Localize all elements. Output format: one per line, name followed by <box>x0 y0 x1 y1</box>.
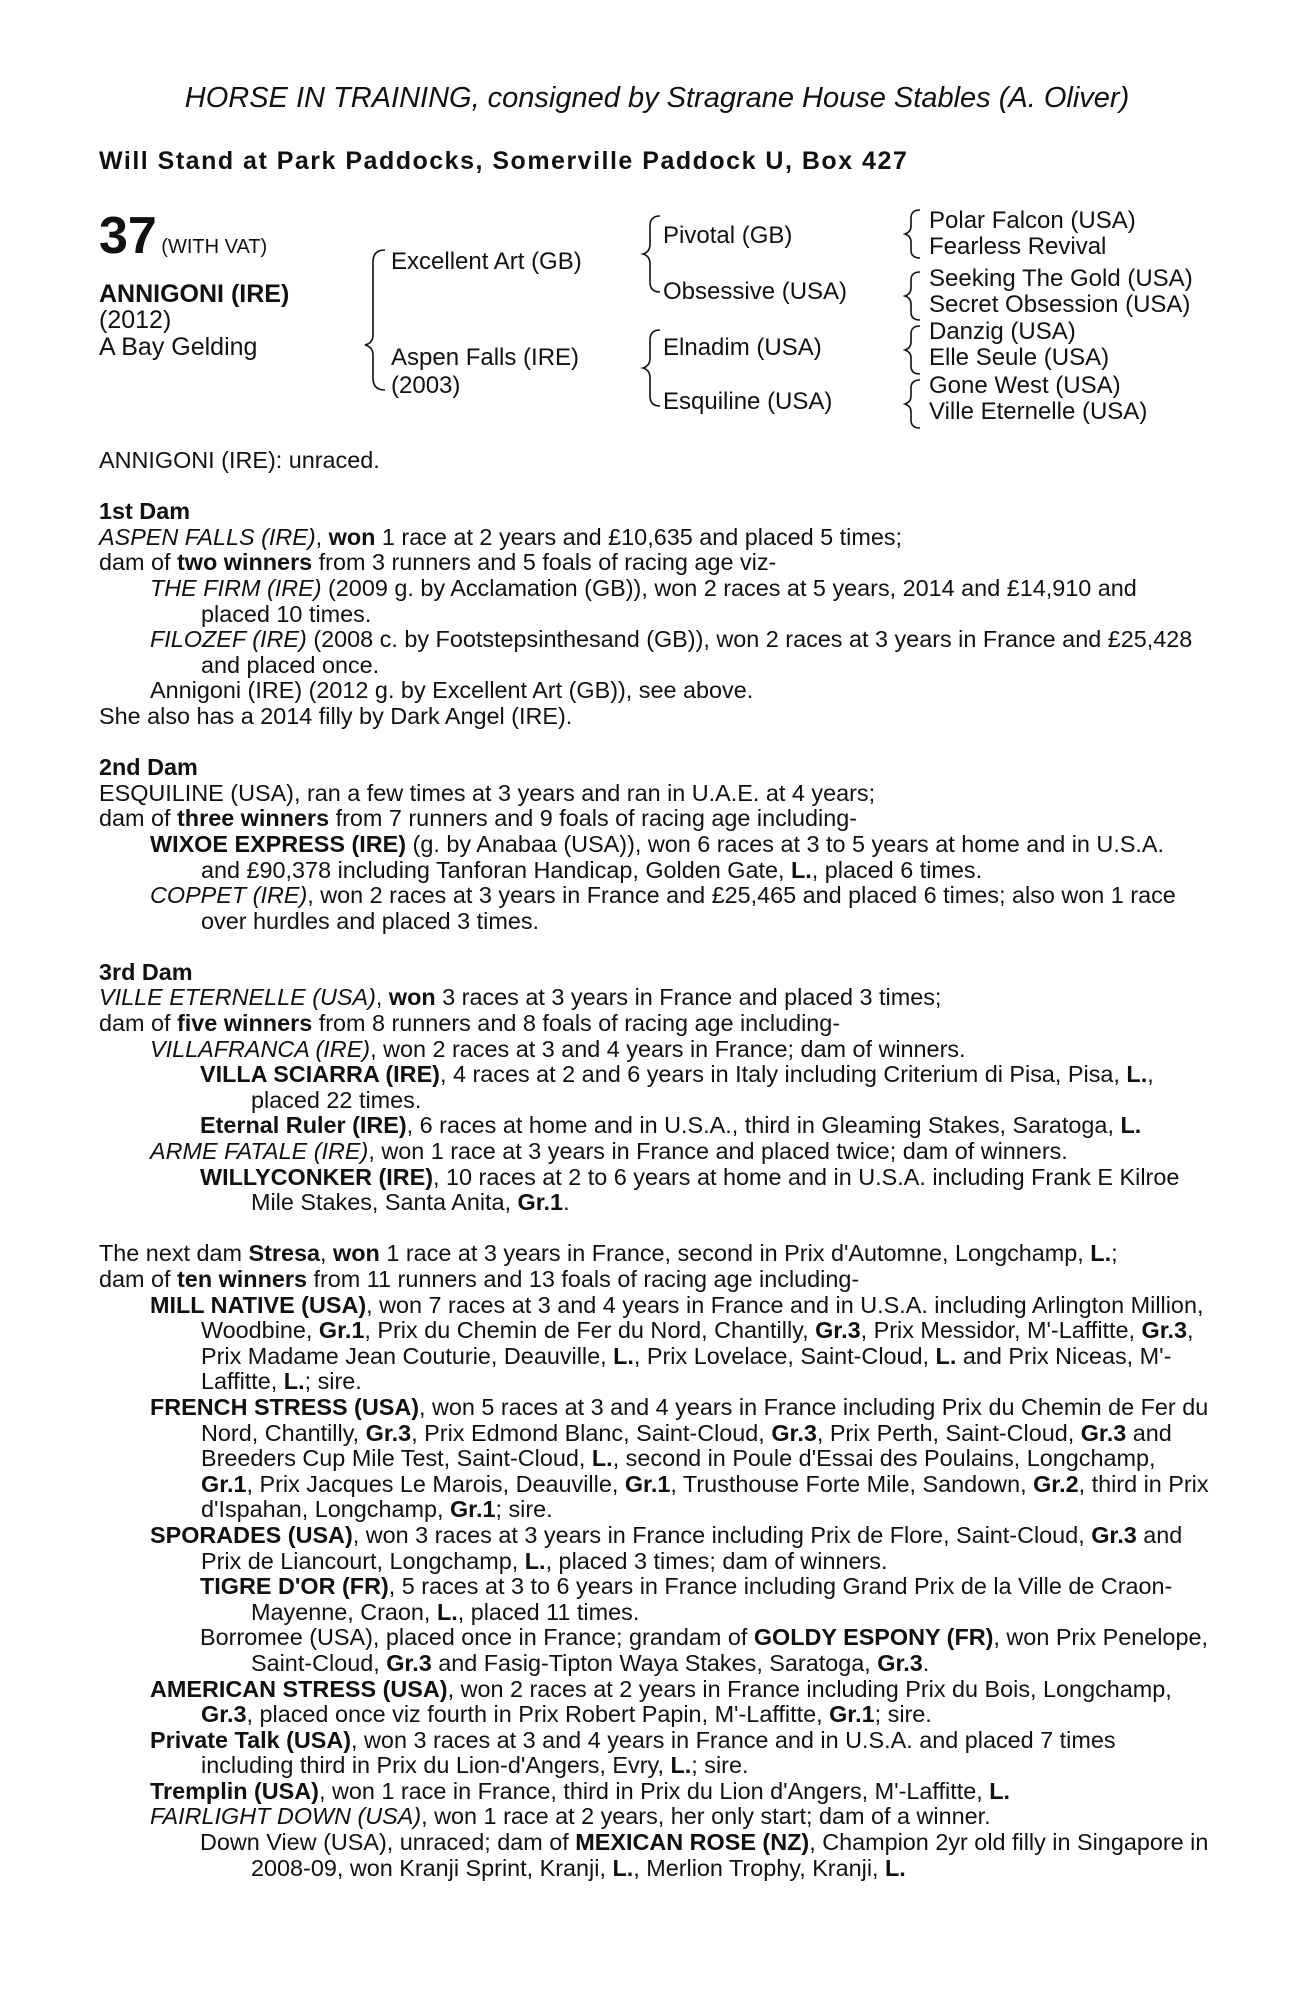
grand-produce-entry: Eternal Ruler (IRE), 6 races at home and in U.S.A., third in Gleaming Stakes, Saratoga, L. <box>200 1112 1142 1139</box>
produce-entry: SPORADES (USA), won 3 races at 3 years in France including Prix de Flore, Saint-Cloud, Gr.3 and Prix de Liancourt, Longchamp, L., placed 3 times; dam of winners. <box>150 1521 1183 1574</box>
pedigree-dds: Gone West (USA) <box>929 372 1121 399</box>
lot-number: 37 <box>99 207 157 265</box>
third-dam-heading: 3rd Dam <box>99 958 193 985</box>
grand-produce-entry: VILLA SCIARRA (IRE), 4 races at 2 and 6 years in Italy including Criterium di Pisa, Pisa, L., placed 22 times. <box>200 1061 1154 1113</box>
vat-note: (WITH VAT) <box>161 236 268 258</box>
first-dam-line: ASPEN FALLS (IRE), won 1 race at 2 years and £10,635 and placed 5 times; <box>99 523 903 550</box>
pedigree-sire: Excellent Art (GB) <box>391 248 582 275</box>
produce-entry: WIXOE EXPRESS (IRE) (g. by Anabaa (USA)), won 6 races at 3 to 5 years at home and in U.S.A. and £90,378 including Tanforan Handicap, Golden Gate, L., placed 6 times. <box>150 830 1165 883</box>
grand-produce-entry: WILLYCONKER (IRE), 10 races at 2 to 6 years at home and in U.S.A. including Frank E Kilroe Mile Stakes, Santa Anita, Gr.1. <box>200 1163 1180 1216</box>
produce-entry: MILL NATIVE (USA), won 7 races at 3 and 4 years in France and in U.S.A. including Arlington Million, Woodbine, Gr.1, Prix du Chemin de Fer du Nord, Chantilly, Gr.3, Prix Messidor, M'-Laffitte, Gr.3, Prix Madame Jean Couturie, Deauville, L., Prix Lovelace, Saint-Cloud, L. and Prix Niceas, M'-Laffitte, L.; sire. <box>150 1291 1204 1395</box>
grand-produce-entry: Borromee (USA), placed once in France; grandam of GOLDY ESPONY (FR), won Prix Penelope, Saint-Cloud, Gr.3 and Fasig-Tipton Waya Stakes, Saratoga, Gr.3. <box>200 1624 1208 1676</box>
produce-entry: AMERICAN STRESS (USA), won 2 races at 2 years in France including Prix du Bois, Longchamp, Gr.3, placed once viz fourth in Prix Robert Papin, M'-Laffitte, Gr.1; sire. <box>150 1675 1172 1728</box>
produce-entry: FAIRLIGHT DOWN (USA), won 1 race at 2 years, her only start; dam of a winner. <box>150 1803 991 1830</box>
unraced-note: ANNIGONI (IRE): unraced. <box>99 447 380 473</box>
grand-produce-entry: TIGRE D'OR (FR), 5 races at 3 to 6 years in France including Grand Prix de la Ville de Craon-Mayenne, Craon, L., placed 11 times. <box>200 1573 1173 1625</box>
pedigree-dss: Danzig (USA) <box>929 318 1076 345</box>
pedigree-dam: Aspen Falls (IRE) <box>391 344 580 371</box>
pedigree-ssd: Fearless Revival <box>929 233 1107 260</box>
second-dam-line: ESQUILINE (USA), ran a few times at 3 years and ran in U.A.E. at 4 years; <box>99 779 876 806</box>
pedigree-dam-dam: Esquiline (USA) <box>663 388 833 415</box>
pedigree-sire-sire: Pivotal (GB) <box>663 222 793 249</box>
produce-entry: COPPET (IRE), won 2 races at 3 years in France and £25,465 and placed 6 times; also won 1 race over hurdles and placed 3 times. <box>150 882 1176 934</box>
produce-entry: VILLAFRANCA (IRE), won 2 races at 3 and 4 years in France; dam of winners. <box>150 1035 966 1062</box>
first-dam-note: She also has a 2014 filly by Dark Angel (IRE). <box>99 702 573 729</box>
pedigree-dam-sire: Elnadim (USA) <box>663 334 822 361</box>
second-dam-heading: 2nd Dam <box>99 754 198 781</box>
grand-produce-entry: Down View (USA), unraced; dam of MEXICAN ROSE (NZ), Champion 2yr old filly in Singapore in 2008-09, won Kranji Sprint, Kranji, L., Merlion Trophy, Kranji, L. <box>200 1829 1209 1881</box>
second-dam-produce-line: dam of three winners from 7 runners and 9 foals of racing age including- <box>99 805 857 832</box>
horse-name: ANNIGONI (IRE) <box>99 280 290 308</box>
next-dam-produce-line: dam of ten winners from 11 runners and 13 foals of racing age including- <box>99 1266 860 1292</box>
stand-location: Will Stand at Park Paddocks, Somerville Paddock U, Box 427 <box>99 147 909 175</box>
pedigree-sire-dam: Obsessive (USA) <box>663 278 848 305</box>
first-dam-produce-line: dam of two winners from 3 runners and 5 foals of racing age viz- <box>99 549 777 576</box>
produce-entry: FRENCH STRESS (USA), won 5 races at 3 and 4 years in France including Prix du Chemin de Fer du Nord, Chantilly, Gr.3, Prix Edmond Blanc, Saint-Cloud, Gr.3, Prix Perth, Saint-Cloud, Gr.3 and Breeders Cup Mile Test, Saint-Cloud, L., second in Poule d'Essai des Poulains, Longchamp, Gr.1, Prix Jacques Le Marois, Deauville, Gr.1, Trusthouse Forte Mile, Sandown, Gr.2, third in Prix d'Ispahan, Longchamp, Gr.1; sire. <box>150 1393 1209 1523</box>
pedigree-dam-year: (2003) <box>391 372 461 399</box>
pedigree-sss: Polar Falcon (USA) <box>929 207 1136 234</box>
pedigree-dsd: Elle Seule (USA) <box>929 344 1110 371</box>
horse-description: A Bay Gelding <box>99 333 258 361</box>
produce-entry: THE FIRM (IRE) (2009 g. by Acclamation (GB)), won 2 races at 5 years, 2014 and £14,910 and placed 10 times. <box>150 574 1137 627</box>
horse-year: (2012) <box>99 306 172 334</box>
next-dam-line: The next dam Stresa, won 1 race at 3 years in France, second in Prix d'Automne, Longchamp, L.; <box>99 1240 1118 1267</box>
pedigree-sds: Seeking The Gold (USA) <box>929 265 1193 292</box>
third-dam-produce-line: dam of five winners from 8 runners and 8 foals of racing age including- <box>99 1010 841 1037</box>
pedigree-sdd: Secret Obsession (USA) <box>929 291 1191 318</box>
produce-entry: Annigoni (IRE) (2012 g. by Excellent Art (GB)), see above. <box>150 677 754 704</box>
produce-entry: Private Talk (USA), won 3 races at 3 and 4 years in France and in U.S.A. and placed 7 times including third in Prix du Lion-d'Angers, Evry, L.; sire. <box>150 1726 1116 1779</box>
produce-entry: Tremplin (USA), won 1 race in France, third in Prix du Lion d'Angers, M'-Laffitte, L. <box>150 1777 1011 1804</box>
pedigree-ddd: Ville Eternelle (USA) <box>929 398 1148 425</box>
catalogue-body <box>99 448 1209 1881</box>
produce-entry: FILOZEF (IRE) (2008 c. by Footstepsinthesand (GB)), won 2 races at 3 years in France and £25,428 and placed once. <box>150 626 1193 678</box>
first-dam-heading: 1st Dam <box>99 498 191 525</box>
produce-entry: ARME FATALE (IRE), won 1 race at 3 years in France and placed twice; dam of winners. <box>150 1138 1068 1165</box>
third-dam-line: VILLE ETERNELLE (USA), won 3 races at 3 years in France and placed 3 times; <box>99 984 942 1011</box>
consignor-line: HORSE IN TRAINING, consigned by Stragrane House Stables (A. Oliver) <box>184 82 1130 114</box>
